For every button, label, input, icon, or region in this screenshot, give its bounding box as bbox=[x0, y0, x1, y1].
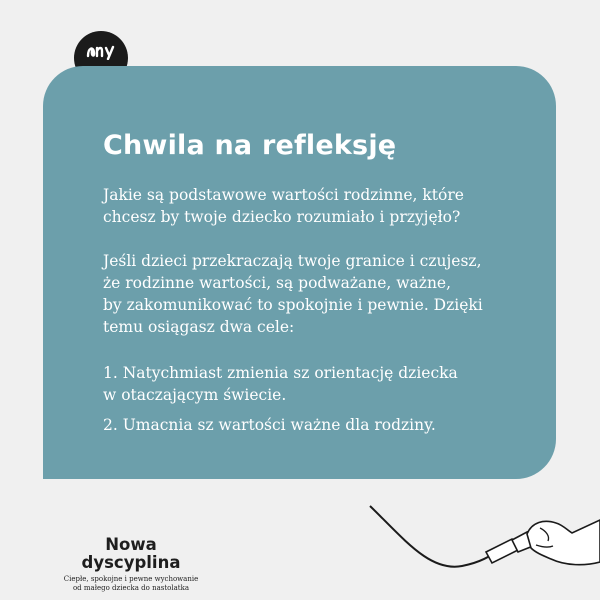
explanation-line: Jeśli dzieci przekraczają twoje granice i czujesz, bbox=[103, 252, 482, 271]
brand-tagline-line: Ciepłe, spokojne i pewne wychowanie bbox=[63, 575, 199, 584]
explanation-line: że rodzinne wartości, są podważane, ważne, bbox=[103, 274, 452, 293]
brand-name: Nowa dyscyplina bbox=[81, 535, 181, 573]
brand-block bbox=[56, 536, 206, 593]
explanation-line: temu osiągasz dwa cele: bbox=[103, 318, 295, 337]
question-line: Jakie są podstawowe wartości rodzinne, które bbox=[103, 186, 464, 205]
question-line: chcesz by twoje dziecko rozumiało i przyjęło? bbox=[103, 208, 461, 227]
brand-tagline bbox=[56, 575, 206, 593]
plug-icon bbox=[486, 532, 533, 563]
card-title: Chwila na refleksję bbox=[103, 130, 397, 161]
list-item-line: 1. Natychmiast zmienia sz orientację dziecka bbox=[103, 364, 458, 383]
brand-tagline-line: od małego dziecka do nastolatka bbox=[72, 584, 190, 593]
list-item-line: 2. Umacnia sz wartości ważne dla rodziny. bbox=[103, 416, 436, 435]
hand-icon bbox=[527, 520, 600, 565]
list-item-line: w otaczającym świecie. bbox=[103, 386, 287, 405]
explanation-line: by zakomunikować to spokojnie i pewnie. Dzięki bbox=[103, 296, 483, 315]
